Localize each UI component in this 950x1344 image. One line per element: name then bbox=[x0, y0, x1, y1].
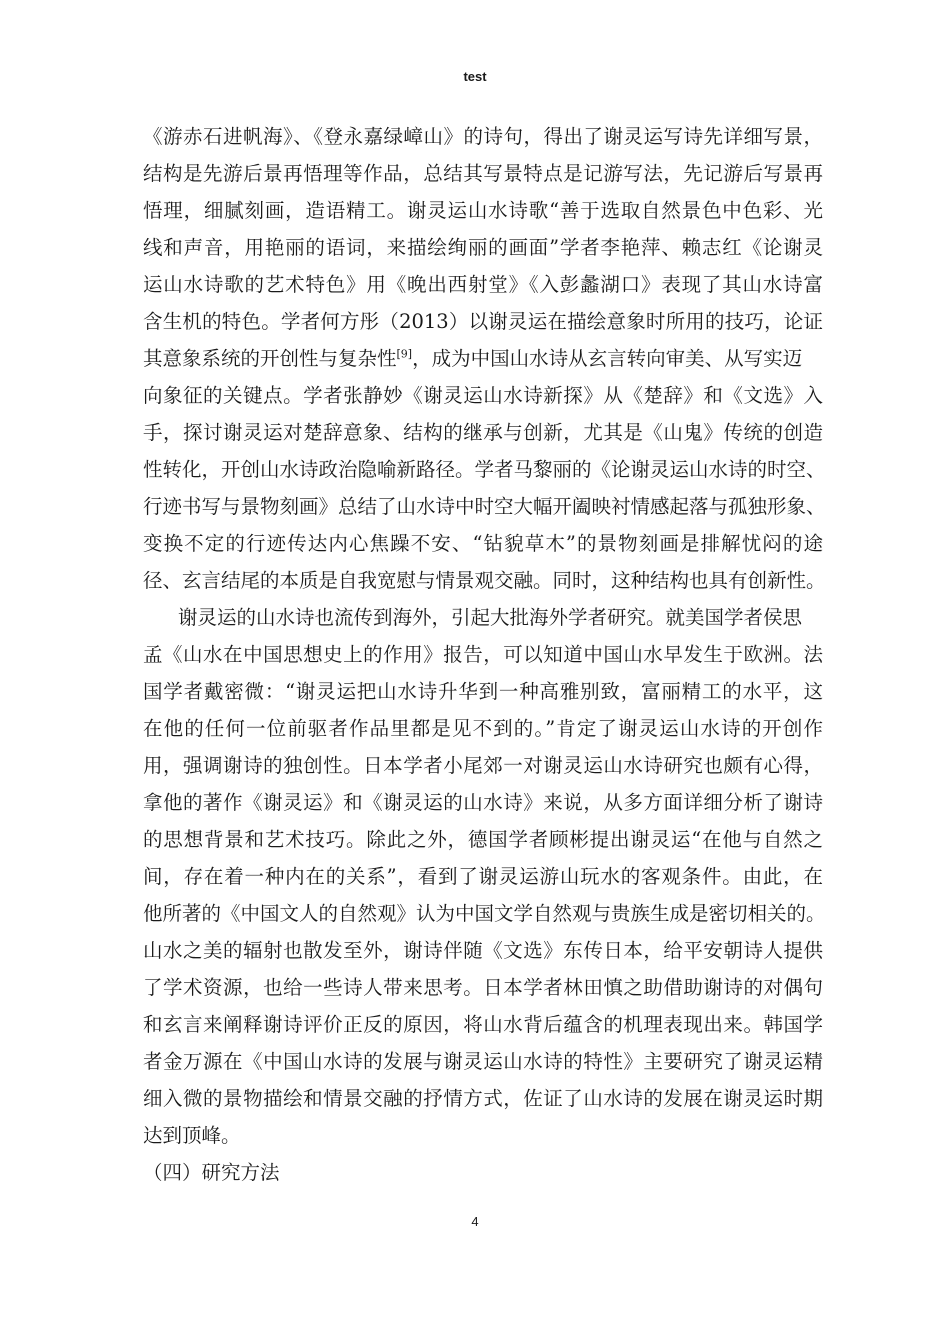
text-line: 和玄言来阐释谢诗评价正反的原因，将山水背后蕴含的机理表现出来。韩国学 bbox=[143, 1013, 823, 1036]
paragraph-first-line: 谢灵运的山水诗也流传到海外，引起大批海外学者研究。就美国学者侯思 bbox=[178, 606, 803, 629]
text-line: 结构是先游后景再悟理等作品，总结其写景特点是记游写法，先记游后写景再 bbox=[143, 162, 823, 185]
text-segment: 其意象系统的开创性与复杂性 bbox=[143, 347, 397, 370]
body-text bbox=[143, 118, 826, 1191]
text-line: 性转化，开创山水诗政治隐喻新路径。学者马黎丽的《论谢灵运山水诗的时空、 bbox=[143, 458, 826, 481]
page-header: test bbox=[463, 69, 487, 84]
text-segment: ，成为中国山水诗从玄言转向审美、从写实迈 bbox=[412, 347, 803, 370]
text-line: 他所著的《中国文人的自然观》认为中国文学自然观与贵族生成是密切相关的。 bbox=[143, 902, 826, 925]
text-line: 细入微的景物描绘和情景交融的抒情方式，佐证了山水诗的发展在谢灵运时期 bbox=[143, 1087, 823, 1110]
text-line: 达到顶峰。 bbox=[143, 1124, 241, 1147]
text-line: 变换不定的行迹传达内心焦躁不安、“钻貌草木”的景物刻画是排解忧闷的途 bbox=[143, 532, 823, 555]
text-line: 运山水诗歌的艺术特色》用《晚出西射堂》《入彭蠡湖口》表现了其山水诗富 bbox=[143, 273, 823, 296]
text-line: 向象征的关键点。学者张静妙《谢灵运山水诗新探》从《楚辞》和《文选》入 bbox=[143, 384, 823, 407]
text-line: 手，探讨谢灵运对楚辞意象、结构的继承与创新，尤其是《山鬼》传统的创造 bbox=[143, 421, 823, 444]
text-line: 悟理，细腻刻画，造语精工。谢灵运山水诗歌“善于选取自然景色中色彩、光 bbox=[143, 199, 823, 222]
text-line: 径、玄言结尾的本质是自我宽慰与情景观交融。同时，这种结构也具有创新性。 bbox=[143, 569, 826, 592]
text-line: 在他的任何一位前驱者作品里都是见不到的。”肯定了谢灵运山水诗的开创作 bbox=[143, 717, 823, 740]
text-line: 国学者戴密微：“谢灵运把山水诗升华到一种高雅别致，富丽精工的水平，这 bbox=[143, 680, 823, 703]
text-line: 孟《山水在中国思想史上的作用》报告，可以知道中国山水早发生于欧洲。法 bbox=[143, 643, 823, 666]
text-line: 含生机的特色。学者何方彤（2013）以谢灵运在描绘意象时所用的技巧，论证 bbox=[143, 310, 823, 333]
citation-superscript: [9] bbox=[396, 347, 413, 361]
page-number: 4 bbox=[471, 1214, 479, 1229]
text-line: 行迹书写与景物刻画》总结了山水诗中时空大幅开阖映衬情感起落与孤独形象、 bbox=[143, 495, 826, 518]
text-line: 用，强调谢诗的独创性。日本学者小尾郊一对谢灵运山水诗研究也颇有心得， bbox=[143, 754, 823, 777]
text-line: 拿他的著作《谢灵运》和《谢灵运的山水诗》来说，从多方面详细分析了谢诗 bbox=[143, 791, 823, 814]
text-line: 了学术资源，也给一些诗人带来思考。日本学者林田慎之助借助谢诗的对偶句 bbox=[143, 976, 823, 999]
text-line: 间，存在着一种内在的关系”，看到了谢灵运游山玩水的客观条件。由此，在 bbox=[143, 865, 823, 888]
text-line: 山水之美的辐射也散发至外，谢诗伴随《文选》东传日本，给平安朝诗人提供 bbox=[143, 939, 823, 962]
text-line: 《游赤石进帆海》、《登永嘉绿嶂山》的诗句，得出了谢灵运写诗先详细写景， bbox=[143, 125, 823, 148]
text-line-with-citation bbox=[143, 340, 823, 377]
text-line: 线和声音，用艳丽的语词，来描绘绚丽的画面”学者李艳萍、赖志红《论谢灵 bbox=[143, 236, 823, 259]
section-heading: （四）研究方法 bbox=[143, 1161, 280, 1184]
text-line: 者金万源在《中国山水诗的发展与谢灵运山水诗的特性》主要研究了谢灵运精 bbox=[143, 1050, 823, 1073]
text-line: 的思想背景和艺术技巧。除此之外，德国学者顾彬提出谢灵运“在他与自然之 bbox=[143, 828, 823, 851]
